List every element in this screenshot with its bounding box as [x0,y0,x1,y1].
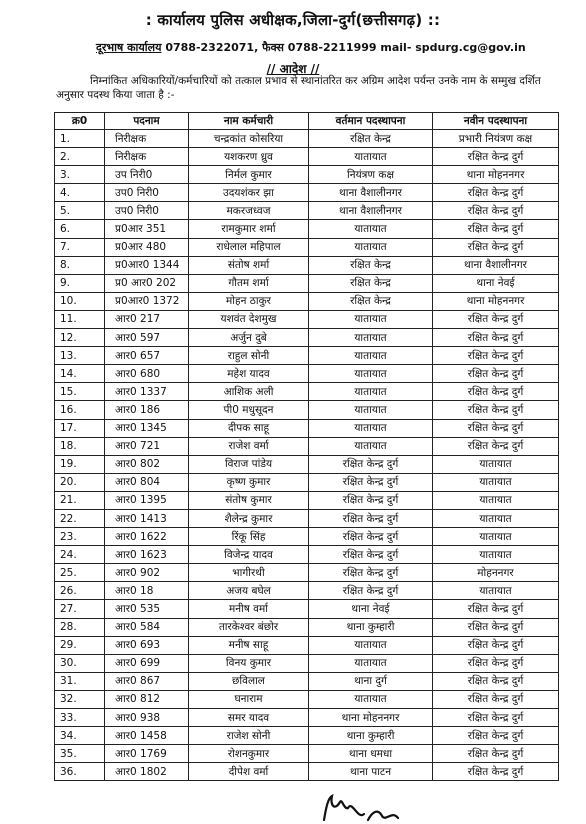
cell-serial: 24. [55,546,105,564]
cell-new-posting: रक्षित केन्द्र दुर्ग [433,763,559,781]
cell-current-posting: थाना दुर्ग [309,672,433,690]
cell-new-posting: रक्षित केन्द्र दुर्ग [433,654,559,672]
cell-serial: 36. [55,763,105,781]
cell-serial: 15. [55,383,105,401]
mail-address: mail- spdurg.cg@gov.in [380,41,526,54]
table-row [55,419,559,437]
cell-serial: 26. [55,582,105,600]
cell-serial: 1. [55,130,105,148]
cell-current-posting: यातायात [309,148,433,166]
cell-current-posting: यातायात [309,329,433,347]
cell-new-posting: रक्षित केन्द्र दुर्ग [433,618,559,636]
cell-current-posting: रक्षित केन्द्र दुर्ग [309,473,433,491]
table-row [55,238,559,256]
cell-current-posting: यातायात [309,419,433,437]
order-heading: // आदेश // [266,62,320,76]
cell-current-posting: रक्षित केन्द्र दुर्ग [309,509,433,527]
cell-serial: 5. [55,202,105,220]
cell-designation: आर0 1802 [105,763,189,781]
table-row [55,383,559,401]
cell-new-posting: रक्षित केन्द्र दुर्ग [433,202,559,220]
cell-employee-name: निर्मल कुमार [189,166,309,184]
cell-employee-name: घनाराम [189,690,309,708]
table-row [55,528,559,546]
table-row [55,509,559,527]
cell-current-posting: यातायात [309,383,433,401]
cell-employee-name: महेश यादव [189,365,309,383]
cell-new-posting: रक्षित केन्द्र दुर्ग [433,347,559,365]
table-row [55,148,559,166]
cell-new-posting: यातायात [433,473,559,491]
cell-current-posting: यातायात [309,437,433,455]
cell-employee-name: विनय कुमार [189,654,309,672]
cell-employee-name: कृष्ण कुमार [189,473,309,491]
cell-serial: 6. [55,220,105,238]
cell-employee-name: पी0 मधुसूदन [189,401,309,419]
cell-serial: 25. [55,564,105,582]
cell-designation: आर0 1395 [105,491,189,509]
cell-serial: 16. [55,401,105,419]
cell-employee-name: विराज पांडेय [189,455,309,473]
table-row [55,130,559,148]
cell-serial: 29. [55,636,105,654]
cell-current-posting: रक्षित केन्द्र दुर्ग [309,455,433,473]
cell-serial: 9. [55,274,105,292]
table-row [55,727,559,745]
table-row [55,347,559,365]
cell-designation: आर0 867 [105,672,189,690]
cell-designation: आर0 721 [105,437,189,455]
cell-new-posting: रक्षित केन्द्र दुर्ग [433,401,559,419]
table-row [55,636,559,654]
cell-employee-name: तारकेश्वर बंछोर [189,618,309,636]
cell-designation: आर0 18 [105,582,189,600]
cell-new-posting: रक्षित केन्द्र दुर्ग [433,672,559,690]
cell-current-posting: रक्षित केन्द्र दुर्ग [309,564,433,582]
table-row [55,618,559,636]
table-row [55,256,559,274]
header-employee-name: नाम कर्मचारी [189,113,309,130]
cell-designation: निरीक्षक [105,130,189,148]
cell-serial: 30. [55,654,105,672]
cell-new-posting: रक्षित केन्द्र दुर्ग [433,383,559,401]
cell-designation: प्र0आर0 1344 [105,256,189,274]
cell-new-posting: यातायात [433,546,559,564]
cell-serial: 10. [55,292,105,310]
cell-serial: 34. [55,727,105,745]
cell-employee-name: मनीष वर्मा [189,600,309,618]
cell-employee-name: अर्जुन दुबे [189,329,309,347]
cell-designation: आर0 1458 [105,727,189,745]
cell-employee-name: शैलेन्द्र कुमार [189,509,309,527]
cell-new-posting: थाना मोहननगर [433,166,559,184]
cell-current-posting: यातायात [309,347,433,365]
phone-number: 0788-2322071, [165,41,259,54]
cell-designation: आर0 699 [105,654,189,672]
cell-employee-name: दीपक साहू [189,419,309,437]
cell-employee-name: मोहन ठाकुर [189,292,309,310]
cell-new-posting: थाना नेवई [433,274,559,292]
cell-current-posting: थाना कुम्हारी [309,618,433,636]
cell-designation: आर0 657 [105,347,189,365]
cell-designation: आर0 938 [105,709,189,727]
table-row [55,709,559,727]
table-row [55,455,559,473]
header-designation: पदनाम [105,113,189,130]
cell-designation: उप0 निरी0 [105,202,189,220]
header-serial: क्र0 [55,113,105,130]
cell-employee-name: अजय बघेल [189,582,309,600]
office-title: : कार्यालय पुलिस अधीक्षक,जिला-दुर्ग(छत्तीसगढ़) :: [145,11,441,29]
cell-new-posting: थाना वैशालीनगर [433,256,559,274]
cell-serial: 27. [55,600,105,618]
cell-serial: 21. [55,491,105,509]
cell-employee-name: मनीष साहू [189,636,309,654]
cell-designation: निरीक्षक [105,148,189,166]
table-row [55,564,559,582]
cell-designation: प्र0आर0 1372 [105,292,189,310]
office-header [0,10,586,30]
cell-new-posting: रक्षित केन्द्र दुर्ग [433,365,559,383]
transfer-table [54,112,559,781]
cell-serial: 20. [55,473,105,491]
cell-employee-name: रोशनकुमार [189,745,309,763]
cell-current-posting: यातायात [309,654,433,672]
fax-number: फैक्स 0788-2211999 [262,41,377,54]
table-row [55,310,559,328]
cell-designation: उप निरी0 [105,166,189,184]
cell-designation: आर0 804 [105,473,189,491]
table-row [55,292,559,310]
table-row [55,329,559,347]
cell-serial: 7. [55,238,105,256]
cell-serial: 2. [55,148,105,166]
cell-new-posting: यातायात [433,582,559,600]
cell-serial: 13. [55,347,105,365]
cell-employee-name: राजेश सोनी [189,727,309,745]
cell-new-posting: रक्षित केन्द्र दुर्ग [433,238,559,256]
cell-employee-name: विजेन्द्र यादव [189,546,309,564]
cell-new-posting: रक्षित केन्द्र दुर्ग [433,437,559,455]
cell-employee-name: रिंकू सिंह [189,528,309,546]
cell-new-posting: प्रभारी नियंत्रण कक्ष [433,130,559,148]
cell-designation: आर0 186 [105,401,189,419]
cell-current-posting: थाना वैशालीनगर [309,184,433,202]
cell-current-posting: थाना वैशालीनगर [309,202,433,220]
cell-employee-name: दीपेश वर्मा [189,763,309,781]
cell-designation: आर0 902 [105,564,189,582]
table-row [55,274,559,292]
table-row [55,365,559,383]
cell-current-posting: थाना पाटन [309,763,433,781]
phone-label: दूरभाष कार्यालय [96,41,162,54]
cell-new-posting: यातायात [433,509,559,527]
table-row [55,437,559,455]
cell-current-posting: थाना नेवई [309,600,433,618]
cell-employee-name: उदयशंकर झा [189,184,309,202]
cell-designation: आर0 1413 [105,509,189,527]
cell-current-posting: रक्षित केन्द्र [309,130,433,148]
cell-serial: 18. [55,437,105,455]
cell-employee-name: भागीरथी [189,564,309,582]
cell-designation: प्र0 आर0 202 [105,274,189,292]
cell-designation: आर0 217 [105,310,189,328]
cell-current-posting: यातायात [309,401,433,419]
table-row [55,220,559,238]
table-row [55,763,559,781]
table-body [55,130,559,781]
cell-designation: आर0 812 [105,690,189,708]
cell-serial: 22. [55,509,105,527]
cell-current-posting: यातायात [309,365,433,383]
cell-serial: 28. [55,618,105,636]
intro-paragraph: निम्नांकित अधिकारियों/कर्मचारियों को तत्काल प्रभाव से स्थानांतरित कर अग्रिम आदेश पर्यन्त उनके नाम के सम्मुख दर्शित अनुसार पदस्थ किया जाता है :- [56,75,541,101]
cell-new-posting: यातायात [433,528,559,546]
cell-designation: आर0 1337 [105,383,189,401]
cell-new-posting: रक्षित केन्द्र दुर्ग [433,690,559,708]
cell-new-posting: रक्षित केन्द्र दुर्ग [433,329,559,347]
table-row [55,582,559,600]
cell-serial: 8. [55,256,105,274]
cell-current-posting: यातायात [309,220,433,238]
cell-employee-name: समर यादव [189,709,309,727]
cell-employee-name: गौतम शर्मा [189,274,309,292]
cell-designation: आर0 597 [105,329,189,347]
cell-new-posting: यातायात [433,455,559,473]
cell-serial: 23. [55,528,105,546]
header-new-posting: नवीन पदस्थापना [433,113,559,130]
cell-employee-name: छविलाल [189,672,309,690]
cell-current-posting: यातायात [309,238,433,256]
cell-serial: 14. [55,365,105,383]
cell-serial: 12. [55,329,105,347]
cell-current-posting: रक्षित केन्द्र दुर्ग [309,546,433,564]
table-row [55,473,559,491]
cell-new-posting: यातायात [433,491,559,509]
cell-new-posting: रक्षित केन्द्र दुर्ग [433,709,559,727]
cell-employee-name: यशवंत देशमुख [189,310,309,328]
cell-employee-name: राधेलाल महिपाल [189,238,309,256]
cell-employee-name: आशिक अली [189,383,309,401]
cell-current-posting: रक्षित केन्द्र दुर्ग [309,491,433,509]
cell-designation: उप0 निरी0 [105,184,189,202]
cell-serial: 19. [55,455,105,473]
cell-current-posting: यातायात [309,690,433,708]
cell-designation: आर0 693 [105,636,189,654]
table-row [55,600,559,618]
cell-new-posting: मोहननगर [433,564,559,582]
cell-new-posting: रक्षित केन्द्र दुर्ग [433,220,559,238]
cell-serial: 35. [55,745,105,763]
cell-employee-name: यशकरण ध्रुव [189,148,309,166]
cell-employee-name: रामकुमार शर्मा [189,220,309,238]
cell-new-posting: रक्षित केन्द्र दुर्ग [433,310,559,328]
signature [318,790,408,824]
cell-designation: आर0 535 [105,600,189,618]
cell-new-posting: रक्षित केन्द्र दुर्ग [433,727,559,745]
table-row [55,745,559,763]
table-row [55,401,559,419]
cell-current-posting: यातायात [309,310,433,328]
cell-designation: आर0 802 [105,455,189,473]
cell-new-posting: रक्षित केन्द्र दुर्ग [433,148,559,166]
cell-designation: आर0 680 [105,365,189,383]
cell-current-posting: रक्षित केन्द्र दुर्ग [309,582,433,600]
cell-serial: 3. [55,166,105,184]
table-row [55,546,559,564]
cell-serial: 4. [55,184,105,202]
table-header-row [55,113,559,130]
cell-designation: आर0 584 [105,618,189,636]
table-row [55,491,559,509]
cell-designation: आर0 1623 [105,546,189,564]
table-row [55,202,559,220]
cell-current-posting: थाना धमधा [309,745,433,763]
cell-employee-name: मकरजध्वज [189,202,309,220]
cell-new-posting: रक्षित केन्द्र दुर्ग [433,745,559,763]
cell-new-posting: थाना मोहननगर [433,292,559,310]
cell-employee-name: चन्द्रकांत कोसरिया [189,130,309,148]
cell-new-posting: रक्षित केन्द्र दुर्ग [433,184,559,202]
cell-current-posting: रक्षित केन्द्र दुर्ग [309,528,433,546]
cell-current-posting: थाना मोहननगर [309,709,433,727]
cell-designation: प्र0आर 351 [105,220,189,238]
table-row [55,672,559,690]
cell-serial: 31. [55,672,105,690]
cell-employee-name: राजेश वर्मा [189,437,309,455]
cell-current-posting: रक्षित केन्द्र [309,274,433,292]
cell-designation: आर0 1622 [105,528,189,546]
cell-current-posting: यातायात [309,636,433,654]
table-row [55,654,559,672]
cell-serial: 33. [55,709,105,727]
cell-employee-name: राहुल सोनी [189,347,309,365]
cell-designation: आर0 1769 [105,745,189,763]
cell-new-posting: रक्षित केन्द्र दुर्ग [433,419,559,437]
cell-current-posting: थाना कुम्हारी [309,727,433,745]
table-row [55,166,559,184]
cell-serial: 17. [55,419,105,437]
cell-current-posting: रक्षित केन्द्र [309,256,433,274]
cell-current-posting: नियंत्रण कक्ष [309,166,433,184]
cell-serial: 11. [55,310,105,328]
contact-line [96,40,526,55]
table-row [55,184,559,202]
cell-designation: प्र0आर 480 [105,238,189,256]
cell-new-posting: रक्षित केन्द्र दुर्ग [433,600,559,618]
cell-employee-name: संतोष कुमार [189,491,309,509]
cell-designation: आर0 1345 [105,419,189,437]
table-row [55,690,559,708]
cell-new-posting: रक्षित केन्द्र दुर्ग [433,636,559,654]
cell-employee-name: संतोष शर्मा [189,256,309,274]
cell-current-posting: रक्षित केन्द्र [309,292,433,310]
header-current-posting: वर्तमान पदस्थापना [309,113,433,130]
cell-serial: 32. [55,690,105,708]
